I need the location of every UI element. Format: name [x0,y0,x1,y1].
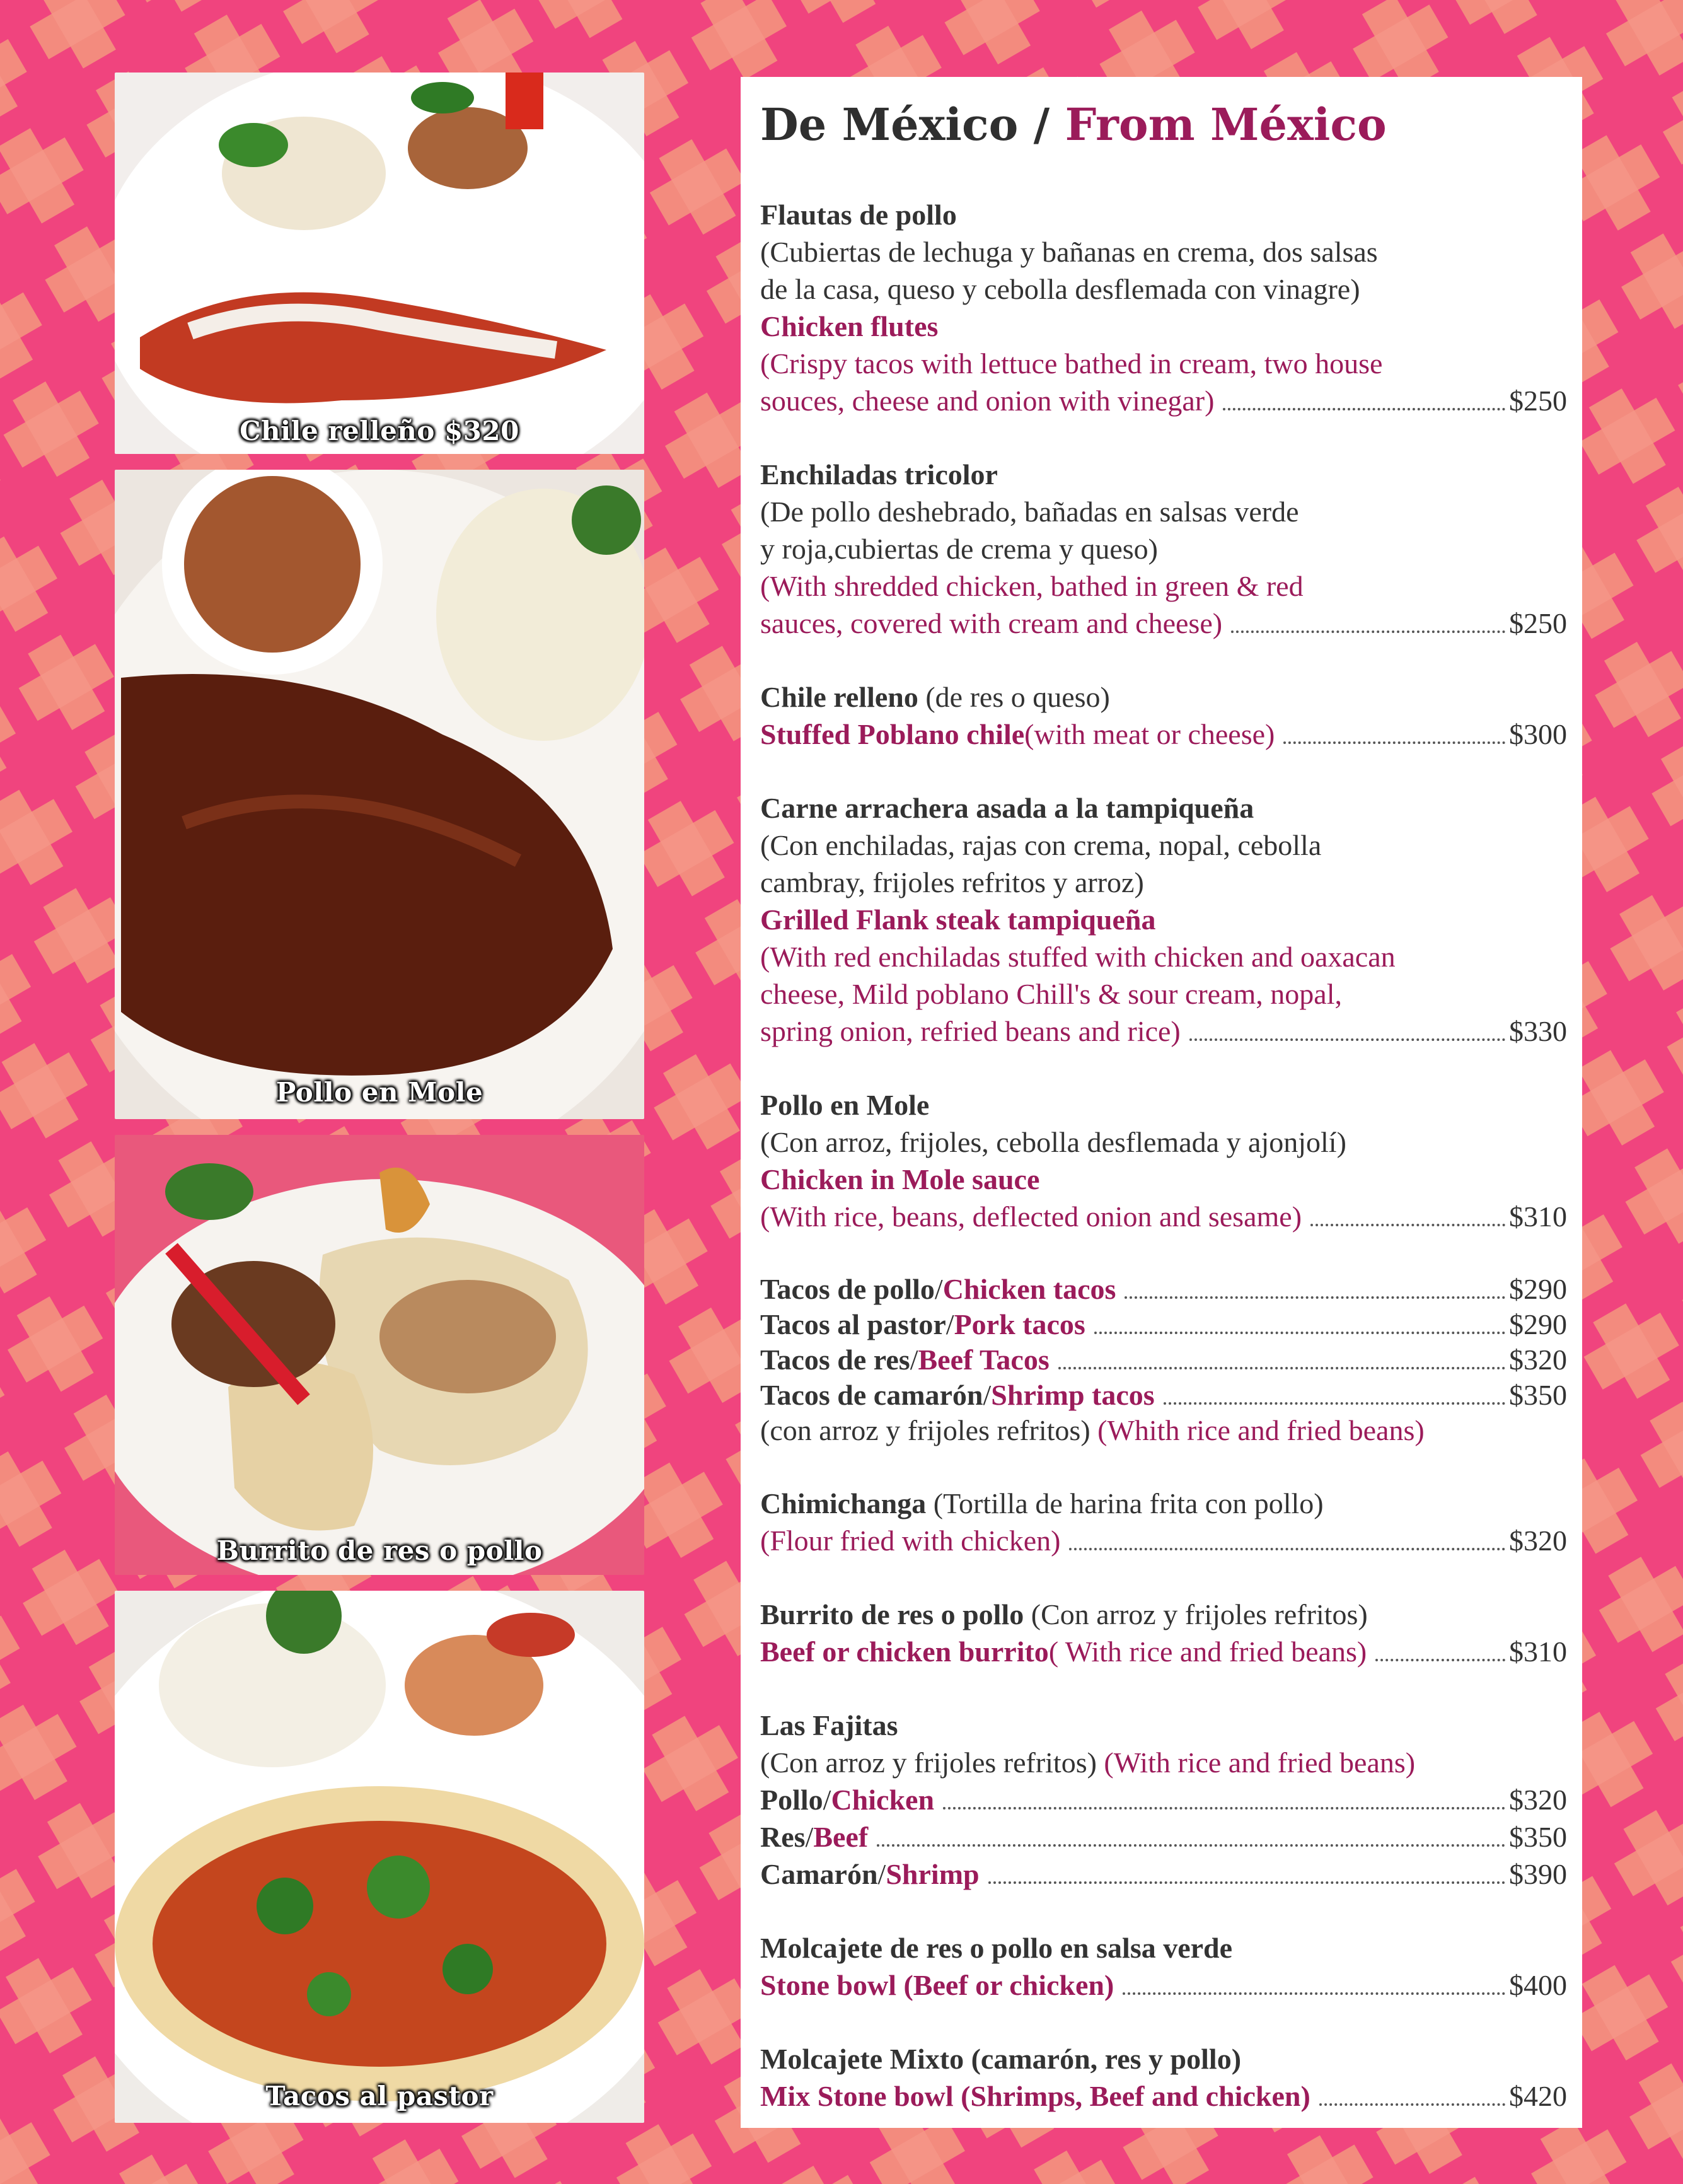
dot-leader [1164,1402,1505,1405]
option-name-en: Chicken [831,1784,935,1816]
photo-burrito [115,1135,644,1575]
separator: / [910,1344,918,1376]
item-desc-es: cambray, frijoles refritos y arroz) [760,866,1144,898]
separator: / [983,1379,992,1411]
option-name-es: Camarón [760,1858,878,1890]
item-name-en: Chicken tacos [942,1273,1116,1305]
dot-leader [1231,630,1505,633]
item-desc-en: cheese, Mild poblano Chill's & sour cream, nopal, [760,978,1342,1010]
dot-leader [1319,2103,1505,2106]
item-desc-en: ( With rice and fried beans) [1048,1635,1367,1668]
price-line [760,1307,1567,1342]
dot-leader [1125,1296,1505,1299]
photo-pollo-en-mole [115,470,644,1119]
item-name-es: Tacos de pollo [760,1273,935,1305]
menu-item-burrito [760,1596,1567,1670]
item-name-en: Beef Tacos [918,1344,1050,1376]
separator: / [877,1858,886,1890]
item-name-es: Las Fajitas [760,1709,898,1741]
item-name-es: Burrito de res o pollo [760,1598,1024,1630]
price-line [760,1856,1567,1893]
price-line [760,1781,1567,1818]
price-line [760,716,1567,753]
separator: / [823,1784,831,1816]
item-name-es: Tacos de res [760,1344,910,1376]
item-desc-es: (Con arroz, frijoles, cebolla desflemada y ajonjolí) [760,1126,1346,1158]
item-name-es: Chimichanga [760,1487,927,1519]
option-name-es: Res [760,1821,806,1853]
item-name-en: Stone bowl (Beef or chicken) [760,1969,1114,2001]
item-name-es: Flautas de pollo [760,199,957,231]
item-desc-en: (Whith rice and fried beans) [1090,1414,1425,1446]
menu-item-chimichanga [760,1485,1567,1559]
item-desc-es: (de res o queso) [918,681,1110,713]
item-desc-en: (With shredded chicken, bathed in green & red [760,570,1304,602]
separator: / [805,1821,814,1853]
title-english: From México [1065,98,1387,151]
item-price: $300 [1509,718,1567,750]
item-desc-en: (With red enchiladas stuffed with chicken and oaxacan [760,941,1396,973]
separator: / [946,1308,954,1340]
menu-item-chile-relleno [760,678,1567,753]
price-line [760,1198,1567,1235]
price-line [760,1378,1567,1413]
option-name-es: Pollo [760,1784,823,1816]
item-price: $320 [1509,1344,1567,1376]
menu-item-molcajete [760,1929,1567,2004]
item-desc-es: (Tortilla de harina frita con pollo) [926,1487,1324,1519]
item-name-en: Chicken flutes [760,310,939,342]
item-desc-en: (with meat or cheese) [1024,718,1275,750]
dot-leader [1123,1992,1505,1995]
chile-relleno-image [115,73,644,454]
menu-item-fajitas [760,1707,1567,1893]
item-price: $290 [1509,1273,1567,1305]
price-line [760,2077,1567,2115]
item-desc-es: (con arroz y frijoles refritos) [760,1414,1090,1446]
burrito-image [115,1135,644,1575]
dot-leader [1283,741,1505,744]
option-name-en: Beef [813,1821,869,1853]
item-name-es: Tacos de camarón [760,1379,983,1411]
title-spanish: De México / [760,98,1065,151]
dot-leader [1094,1332,1505,1334]
item-desc-es: y roja,cubiertas de crema y queso) [760,533,1158,565]
item-name-en: Shrimp tacos [991,1379,1155,1411]
item-price: $290 [1509,1308,1567,1340]
dot-leader [943,1807,1505,1809]
dot-leader [1069,1548,1505,1550]
item-price: $350 [1509,1821,1567,1853]
menu-item-tacos [760,1272,1567,1448]
item-price: $320 [1509,1525,1567,1557]
price-line [760,1272,1567,1307]
option-name-en: Shrimp [886,1858,980,1890]
item-name-en: Grilled Flank steak tampiqueña [760,903,1156,936]
item-price: $250 [1509,607,1567,639]
price-line [760,1342,1567,1378]
item-desc-en: (With rice, beans, deflected onion and sesame) [760,1200,1302,1233]
dot-leader [1375,1659,1505,1661]
item-price: $350 [1509,1379,1567,1411]
item-desc-en: sauces, covered with cream and cheese) [760,607,1223,639]
dot-leader [1058,1367,1505,1369]
price-line [760,382,1567,419]
item-name-en: Beef or chicken burrito [760,1635,1049,1668]
item-desc-es: (Con arroz y frijoles refritos) [1024,1598,1368,1630]
item-desc-es: de la casa, queso y cebolla desflemada con vinagre) [760,273,1360,305]
item-desc-es: (Con arroz y frijoles refritos) [760,1746,1097,1779]
item-name-es: Molcajete de res o pollo en salsa verde [760,1932,1233,1964]
photo-caption: Tacos al pastor [265,2081,494,2111]
price-line [760,1522,1567,1559]
page-title [760,98,1567,152]
price-line [760,1013,1567,1050]
item-desc-en: (Crispy tacos with lettuce bathed in cream, two house [760,347,1383,380]
menu-item-arrachera [760,789,1567,1050]
pollo-en-mole-image [115,470,644,1119]
photo-tacos-al-pastor [115,1591,644,2123]
menu-item-enchiladas [760,456,1567,642]
item-desc-en: souces, cheese and onion with vinegar) [760,385,1215,417]
item-desc-es: (Cubiertas de lechuga y bañanas en crema, dos salsas [760,236,1378,268]
item-name-es: Molcajete Mixto (camarón, res y pollo) [760,2043,1242,2075]
photo-caption: Chile relleño $320 [240,415,519,446]
photo-caption: Burrito de res o pollo [216,1535,543,1566]
item-name-es: Enchiladas tricolor [760,458,998,491]
item-price: $320 [1509,1784,1567,1816]
item-name-es: Pollo en Mole [760,1089,930,1121]
tacos-al-pastor-image [115,1591,644,2123]
item-price: $390 [1509,1858,1567,1890]
item-price: $310 [1509,1200,1567,1233]
dot-leader [1189,1038,1505,1041]
menu-content [760,98,1567,2151]
photo-caption: Pollo en Mole [275,1077,483,1108]
item-name-es: Tacos al pastor [760,1308,946,1340]
item-desc-en: spring onion, refried beans and rice) [760,1015,1181,1047]
price-line [760,1966,1567,2004]
price-line [760,1818,1567,1856]
item-price: $330 [1509,1015,1567,1047]
menu-item-molcajete-mixto [760,2040,1567,2115]
item-name-en: Stuffed Poblano chile [760,718,1025,750]
menu-item-flautas [760,196,1567,419]
item-desc-en: (Flour fried with chicken) [760,1525,1061,1557]
item-name-en: Pork tacos [954,1308,1085,1340]
price-line [760,1633,1567,1670]
item-name-en: Mix Stone bowl (Shrimps, Beef and chicken) [760,2080,1310,2112]
dot-leader [1310,1224,1505,1226]
item-name-en: Chicken in Mole sauce [760,1163,1040,1195]
dot-leader [877,1844,1505,1847]
item-price: $400 [1509,1969,1567,2001]
item-desc-en: (With rice and fried beans) [1096,1746,1416,1779]
item-price: $310 [1509,1635,1567,1668]
item-price: $420 [1509,2080,1567,2112]
separator: / [934,1273,943,1305]
item-desc-es: (De pollo deshebrado, bañadas en salsas verde [760,496,1299,528]
item-name-es: Chile relleno [760,681,918,713]
item-name-es: Carne arrachera asada a la tampiqueña [760,792,1254,824]
photo-chile-relleno [115,73,644,454]
price-line [760,605,1567,642]
dot-leader [1223,408,1505,410]
dot-leader [988,1881,1505,1884]
menu-item-pollo-en-mole [760,1086,1567,1235]
item-price: $250 [1509,385,1567,417]
item-desc-es: (Con enchiladas, rajas con crema, nopal, cebolla [760,829,1322,861]
